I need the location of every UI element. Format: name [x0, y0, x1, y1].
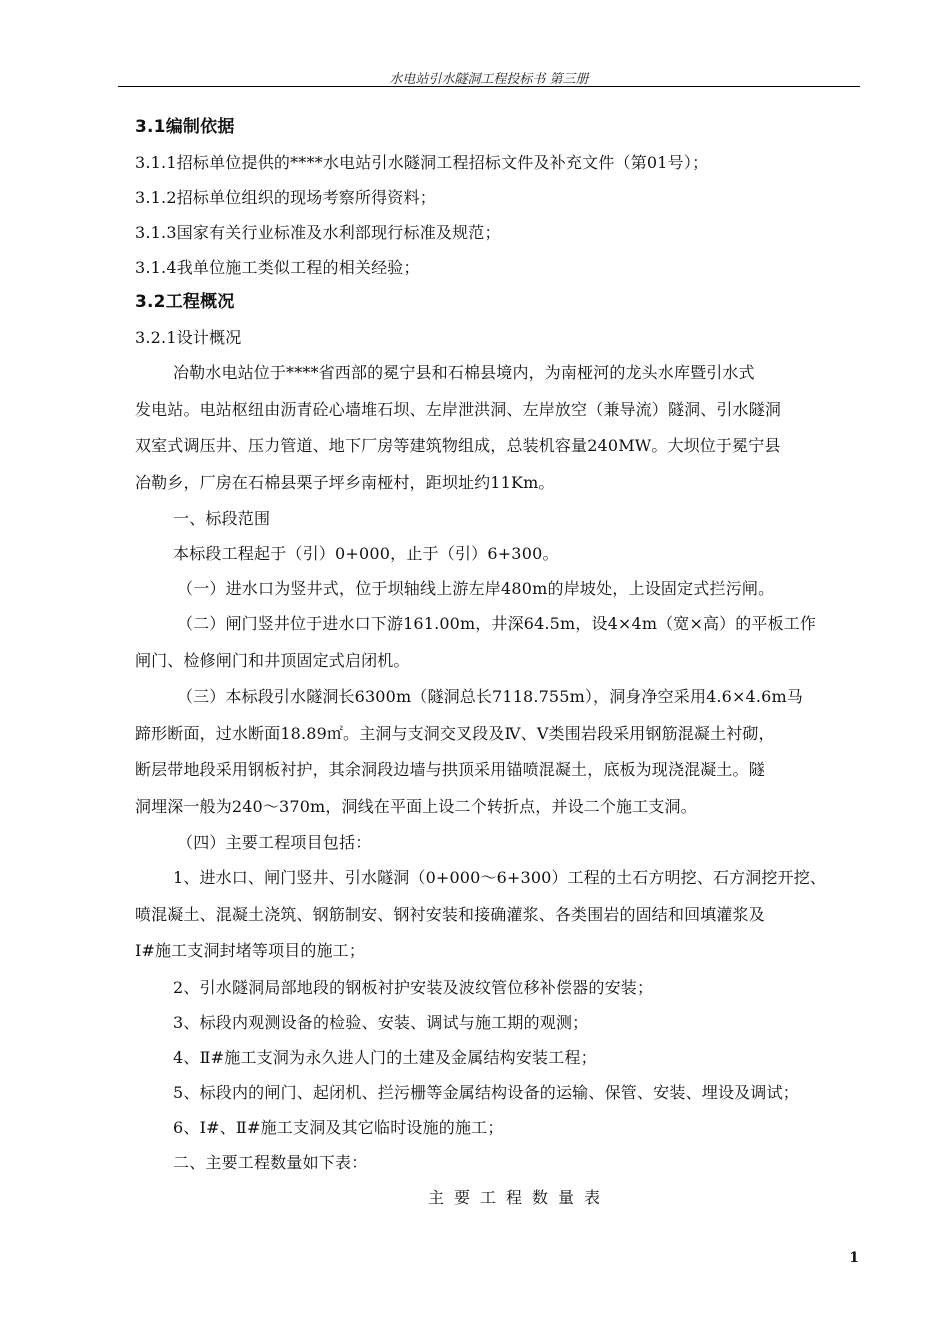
works-item-1-line: 喷混凝土、混凝土浇筑、钢筋制安、钢衬安装和接确灌浆、各类围岩的固结和回填灌浆及 [135, 904, 765, 924]
scope-range: 本标段工程起于（引）0+000，止于（引）6+300。 [173, 544, 559, 563]
works-item-5: 5、标段内的闸门、起闭机、拦污栅等金属结构设备的运输、保管、安装、埋设及调试； [173, 1082, 799, 1102]
overview-line: 冶勒乡，厂房在石棉县栗子坪乡南桠村，距坝址约11Km。 [135, 472, 555, 492]
works-item-2: 2、引水隧洞局部地段的钢板衬护安装及波纹管位移补偿器的安装； [173, 977, 654, 997]
scope-item-3-line: 洞埋深一般为240～370m，洞线在平面上设二个转折点，并设二个施工支洞。 [135, 796, 697, 816]
overview-line: 冶勒水电站位于****省西部的冕宁县和石棉县境内，为南桠河的龙头水库暨引水式 [173, 363, 755, 382]
basis-item-2: 3.1.2招标单位组织的现场考察所得资料； [135, 188, 436, 207]
scope-item-2 [135, 606, 863, 679]
scope-item-3-line: （三）本标段引水隧洞长6300m（隧洞总长7118.755m），洞身净空采用4.6×4.6m马 [177, 687, 803, 706]
works-item-1-line: 1、进水口、闸门竖井、引水隧洞（0+000～6+300）工程的土石方明挖、石方洞挖开挖、 [173, 868, 827, 887]
basis-item-3: 3.1.3国家有关行业标准及水利部现行标准及规范； [135, 223, 501, 242]
works-item-4: 4、Ⅱ#施工支洞为永久进人门的土建及金属结构安装工程； [173, 1047, 597, 1067]
quantities-heading: 二、主要工程数量如下表： [173, 1152, 368, 1172]
quantities-table-title: 主要工程数量表 [427, 1187, 610, 1207]
basis-item-4: 3.1.4我单位施工类似工程的相关经验； [135, 258, 420, 277]
scope-item-1: （一）进水口为竖井式，位于坝轴线上游左岸480m的岸坡处，上设固定式拦污闸。 [177, 579, 775, 598]
page-header: 水电站引水隧洞工程投标书 第三册 [389, 72, 589, 87]
header-rule [118, 86, 860, 87]
scope-item-3-line: 断层带地段采用钢板衬护，其余洞段边墙与拱顶采用锚喷混凝土，底板为现浇混凝土。隧 [135, 760, 765, 779]
basis-item-1: 3.1.1招标单位提供的****水电站引水隧洞工程招标文件及补充文件（第01号）； [135, 153, 709, 172]
scope-item-2-line: （二）闸门竖井位于进水口下游161.00m，井深64.5m，设4×4m（宽×高）的平板工作 [177, 614, 817, 633]
scope-item-3 [135, 679, 863, 825]
section-3-2-heading: 3.2工程概况 [135, 292, 235, 312]
works-item-3: 3、标段内观测设备的检验、安装、调试与施工期的观测； [173, 1012, 589, 1032]
scope-item-2-line: 闸门、检修闸门和井顶固定式启闭机。 [135, 650, 410, 670]
overview-line: 发电站。电站枢纽由沥青砼心墙堆石坝、左岸泄洪洞、左岸放空（兼导流）隧洞、引水隧洞 [135, 399, 782, 419]
overview-line: 双室式调压井、压力管道、地下厂房等建筑物组成，总装机容量240MW。大坝位于冕宁县 [135, 436, 781, 455]
works-item-1-line: Ⅰ#施工支洞封堵等项目的施工； [135, 941, 365, 960]
scope-item-3-line: 蹄形断面，过水断面18.89㎡。主洞与支洞交叉段及Ⅳ、Ⅴ类围岩段采用钢筋混凝土衬砌， [135, 723, 775, 743]
scope-heading: 一、标段范围 [173, 509, 271, 528]
overview-paragraph [135, 355, 863, 501]
document-body [135, 110, 863, 1215]
works-item-6: 6、Ⅰ#、Ⅱ#施工支洞及其它临时设施的施工； [173, 1117, 504, 1137]
page-number: 1 [849, 1250, 859, 1266]
works-item-1 [135, 860, 863, 970]
subsection-3-2-1: 3.2.1设计概况 [135, 328, 242, 347]
scope-item-4: （四）主要工程项目包括： [177, 833, 372, 852]
section-3-1-heading: 3.1编制依据 [135, 117, 235, 137]
